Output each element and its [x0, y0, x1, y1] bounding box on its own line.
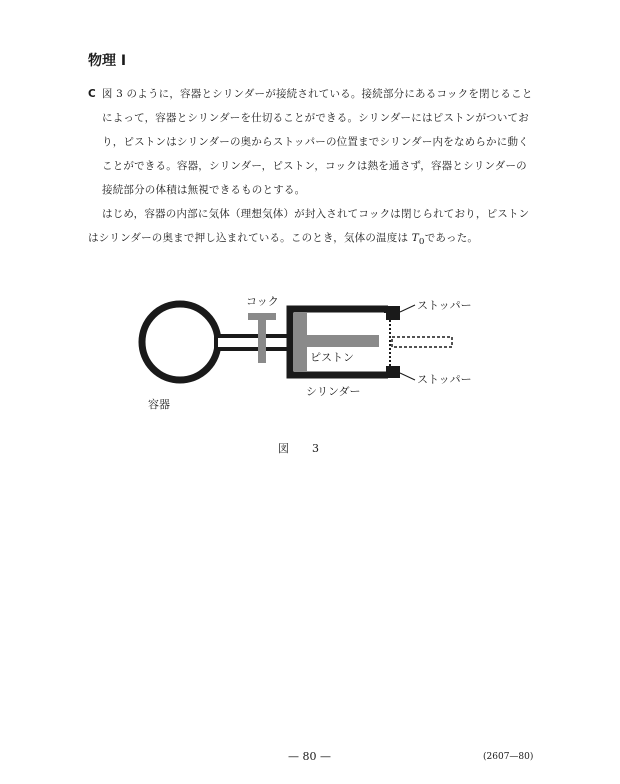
page-number: — 80 — [288, 750, 331, 763]
stopper-bottom-label: ストッパー [417, 373, 472, 386]
stopper-top-pointer [400, 305, 415, 312]
figure-3-diagram [130, 285, 510, 435]
problem-paragraph-1 [88, 82, 533, 202]
paragraph-1-text: 図 3 のように，容器とシリンダーが接続されている。接続部分にあるコックを閉じることによって，容器とシリンダーを仕切ることができる。シリンダーにはピストンがついており，ピストンはシリンダーの奥からストッパーの位置までシリンダー内をなめらかに動くことができる。容器，シリンダー，ピストン，コックは熱を通さず，容器とシリンダーの接続部分の体積は無視できるものとする。 [101, 88, 533, 196]
piston-head [293, 313, 307, 371]
cock-stem [258, 317, 266, 363]
stopper-top-label: ストッパー [417, 299, 472, 312]
problem-paragraph-2 [88, 202, 533, 254]
paragraph-2-text-a: はじめ，容器の内部に気体（理想気体）が封入されてコックは閉じられており，ピストンはシリンダーの奥まで押し込まれている。このとき，気体の温度は [88, 208, 530, 244]
problem-text [88, 82, 533, 254]
figure-caption: 図 3 [278, 442, 325, 455]
temperature-symbol: T [411, 232, 419, 244]
cylinder-label: シリンダー [306, 385, 361, 398]
container-label: 容器 [148, 398, 170, 411]
piston-rod [307, 335, 379, 347]
paragraph-2-text-b: であった。 [424, 232, 479, 244]
page-header: 物理 I [88, 53, 127, 69]
stopper-bottom-pointer [400, 373, 415, 380]
temperature-subscript: 0 [418, 237, 425, 248]
outer-rod-dashed [392, 337, 452, 347]
problem-letter: C [88, 88, 96, 100]
container-circle [142, 304, 218, 380]
page-code: (2607—80) [483, 752, 534, 762]
cock-handle [248, 313, 276, 320]
connecting-pipe [216, 336, 292, 349]
stopper-top [386, 306, 400, 320]
piston-label: ピストン [310, 351, 354, 364]
stopper-bottom [386, 366, 400, 378]
cock-label: コック [246, 295, 279, 308]
apparatus-svg [130, 285, 510, 435]
